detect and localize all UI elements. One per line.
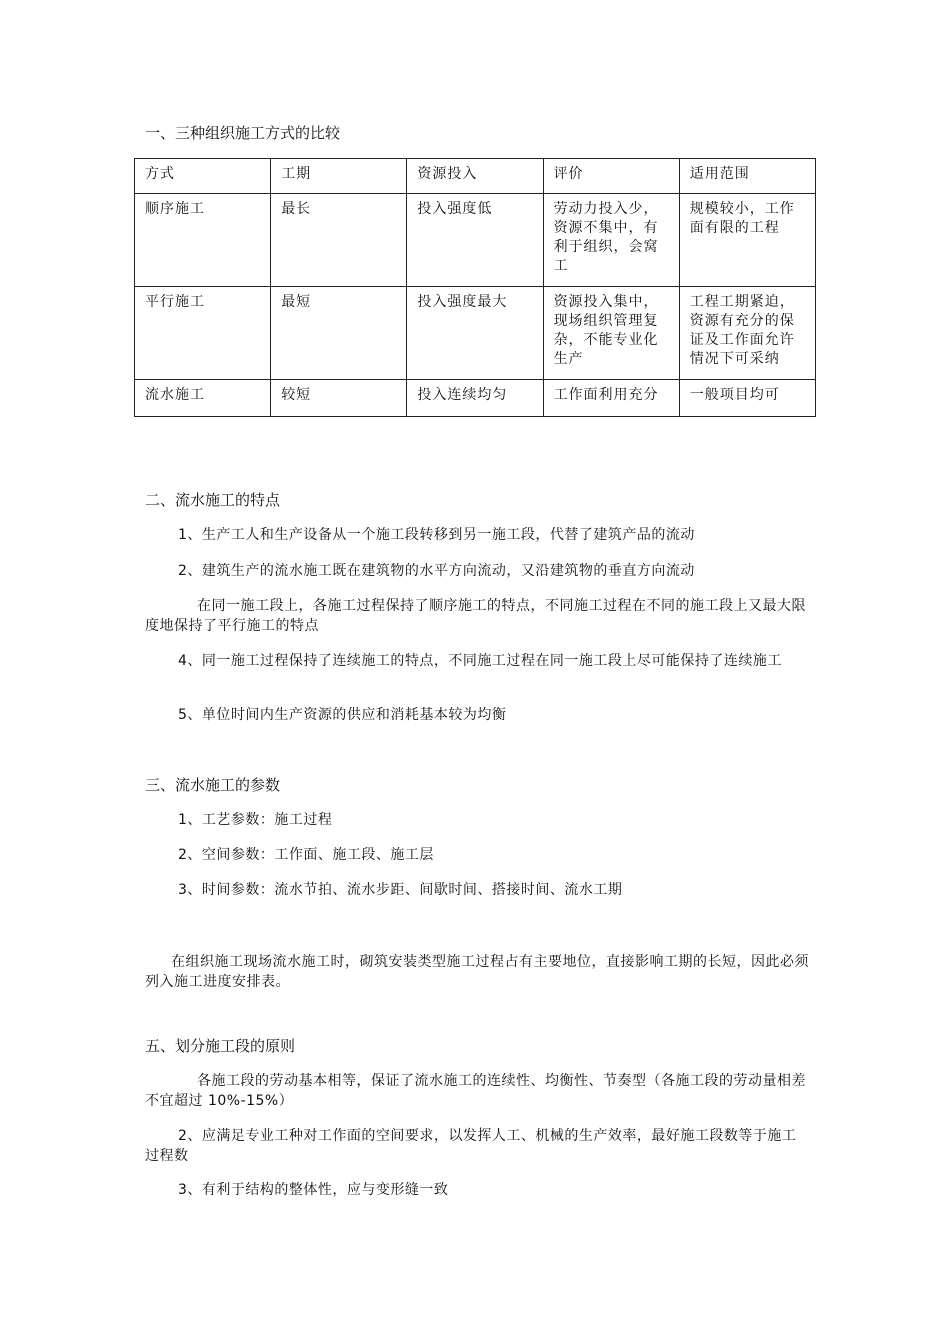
table-cell: 投入连续均匀: [407, 380, 543, 417]
table-cell: 工作面利用充分: [543, 380, 679, 417]
paragraph: 在同一施工段上，各施工过程保持了顺序施工的特点，不同施工过程在不同的施工段上又最大限度地保持了平行施工的特点: [145, 598, 806, 634]
paragraph: 2、应满足专业工种对工作面的空间要求，以发挥人工、机械的生产效率，最好施工段数等于施工过程数: [145, 1128, 797, 1164]
paragraph: 各施工段的劳动基本相等，保证了流水施工的连续性、均衡性、节奏型（各施工段的劳动量相差不宜超过 10%-15%）: [145, 1073, 806, 1109]
table-header-cell: 资源投入: [407, 159, 543, 194]
table-cell: 规模较小，工作面有限的工程: [679, 194, 815, 287]
table-header-row: [135, 159, 816, 194]
list-item: 2、空间参数：工作面、施工段、施工层: [178, 847, 434, 863]
table-cell: 平行施工: [135, 287, 271, 380]
table-cell: 投入强度低: [407, 194, 543, 287]
paragraph: 在组织施工现场流水施工时，砌筑安装类型施工过程占有主要地位，直接影响工期的长短，因此必须列入施工进度安排表。: [145, 954, 809, 990]
section2-heading: 二、流水施工的特点: [145, 491, 281, 509]
table-header-cell: 方式: [135, 159, 271, 194]
table-cell: 流水施工: [135, 380, 271, 417]
list-item: 3、时间参数：流水节拍、流水步距、间歇时间、搭接时间、流水工期: [178, 882, 623, 898]
section3-heading: 三、流水施工的参数: [145, 776, 281, 794]
list-item: 3、有利于结构的整体性，应与变形缝一致: [178, 1182, 449, 1198]
section5-heading: 五、划分施工段的原则: [145, 1037, 296, 1055]
table-cell: 最长: [271, 194, 407, 287]
table-row: [135, 194, 816, 287]
table-header-cell: 适用范围: [679, 159, 815, 194]
list-item: 5、单位时间内生产资源的供应和消耗基本较为均衡: [178, 707, 507, 723]
table-cell: 较短: [271, 380, 407, 417]
list-item: 1、工艺参数：施工过程: [178, 812, 333, 828]
table-cell: 资源投入集中，现场组织管理复杂，不能专业化生产: [543, 287, 679, 380]
table-cell: 工程工期紧迫，资源有充分的保证及工作面允许情况下可采纳: [679, 287, 815, 380]
table-row: [135, 287, 816, 380]
table-header-cell: 工期: [271, 159, 407, 194]
table-row: [135, 380, 816, 417]
table-cell: 一般项目均可: [679, 380, 815, 417]
table-cell: 劳动力投入少，资源不集中，有利于组织，会窝工: [543, 194, 679, 287]
list-item: 2、建筑生产的流水施工既在建筑物的水平方向流动，又沿建筑物的垂直方向流动: [178, 563, 695, 579]
paragraph: 4、同一施工过程保持了连续施工的特点，不同施工过程在同一施工段上尽可能保持了连续施工: [178, 653, 782, 669]
section1-heading: 一、三种组织施工方式的比较: [145, 124, 341, 142]
list-item: 1、生产工人和生产设备从一个施工段转移到另一施工段，代替了建筑产品的流动: [178, 527, 695, 543]
table-cell: 顺序施工: [135, 194, 271, 287]
table-cell: 投入强度最大: [407, 287, 543, 380]
table-header-cell: 评价: [543, 159, 679, 194]
table-cell: 最短: [271, 287, 407, 380]
comparison-table: [134, 158, 816, 417]
